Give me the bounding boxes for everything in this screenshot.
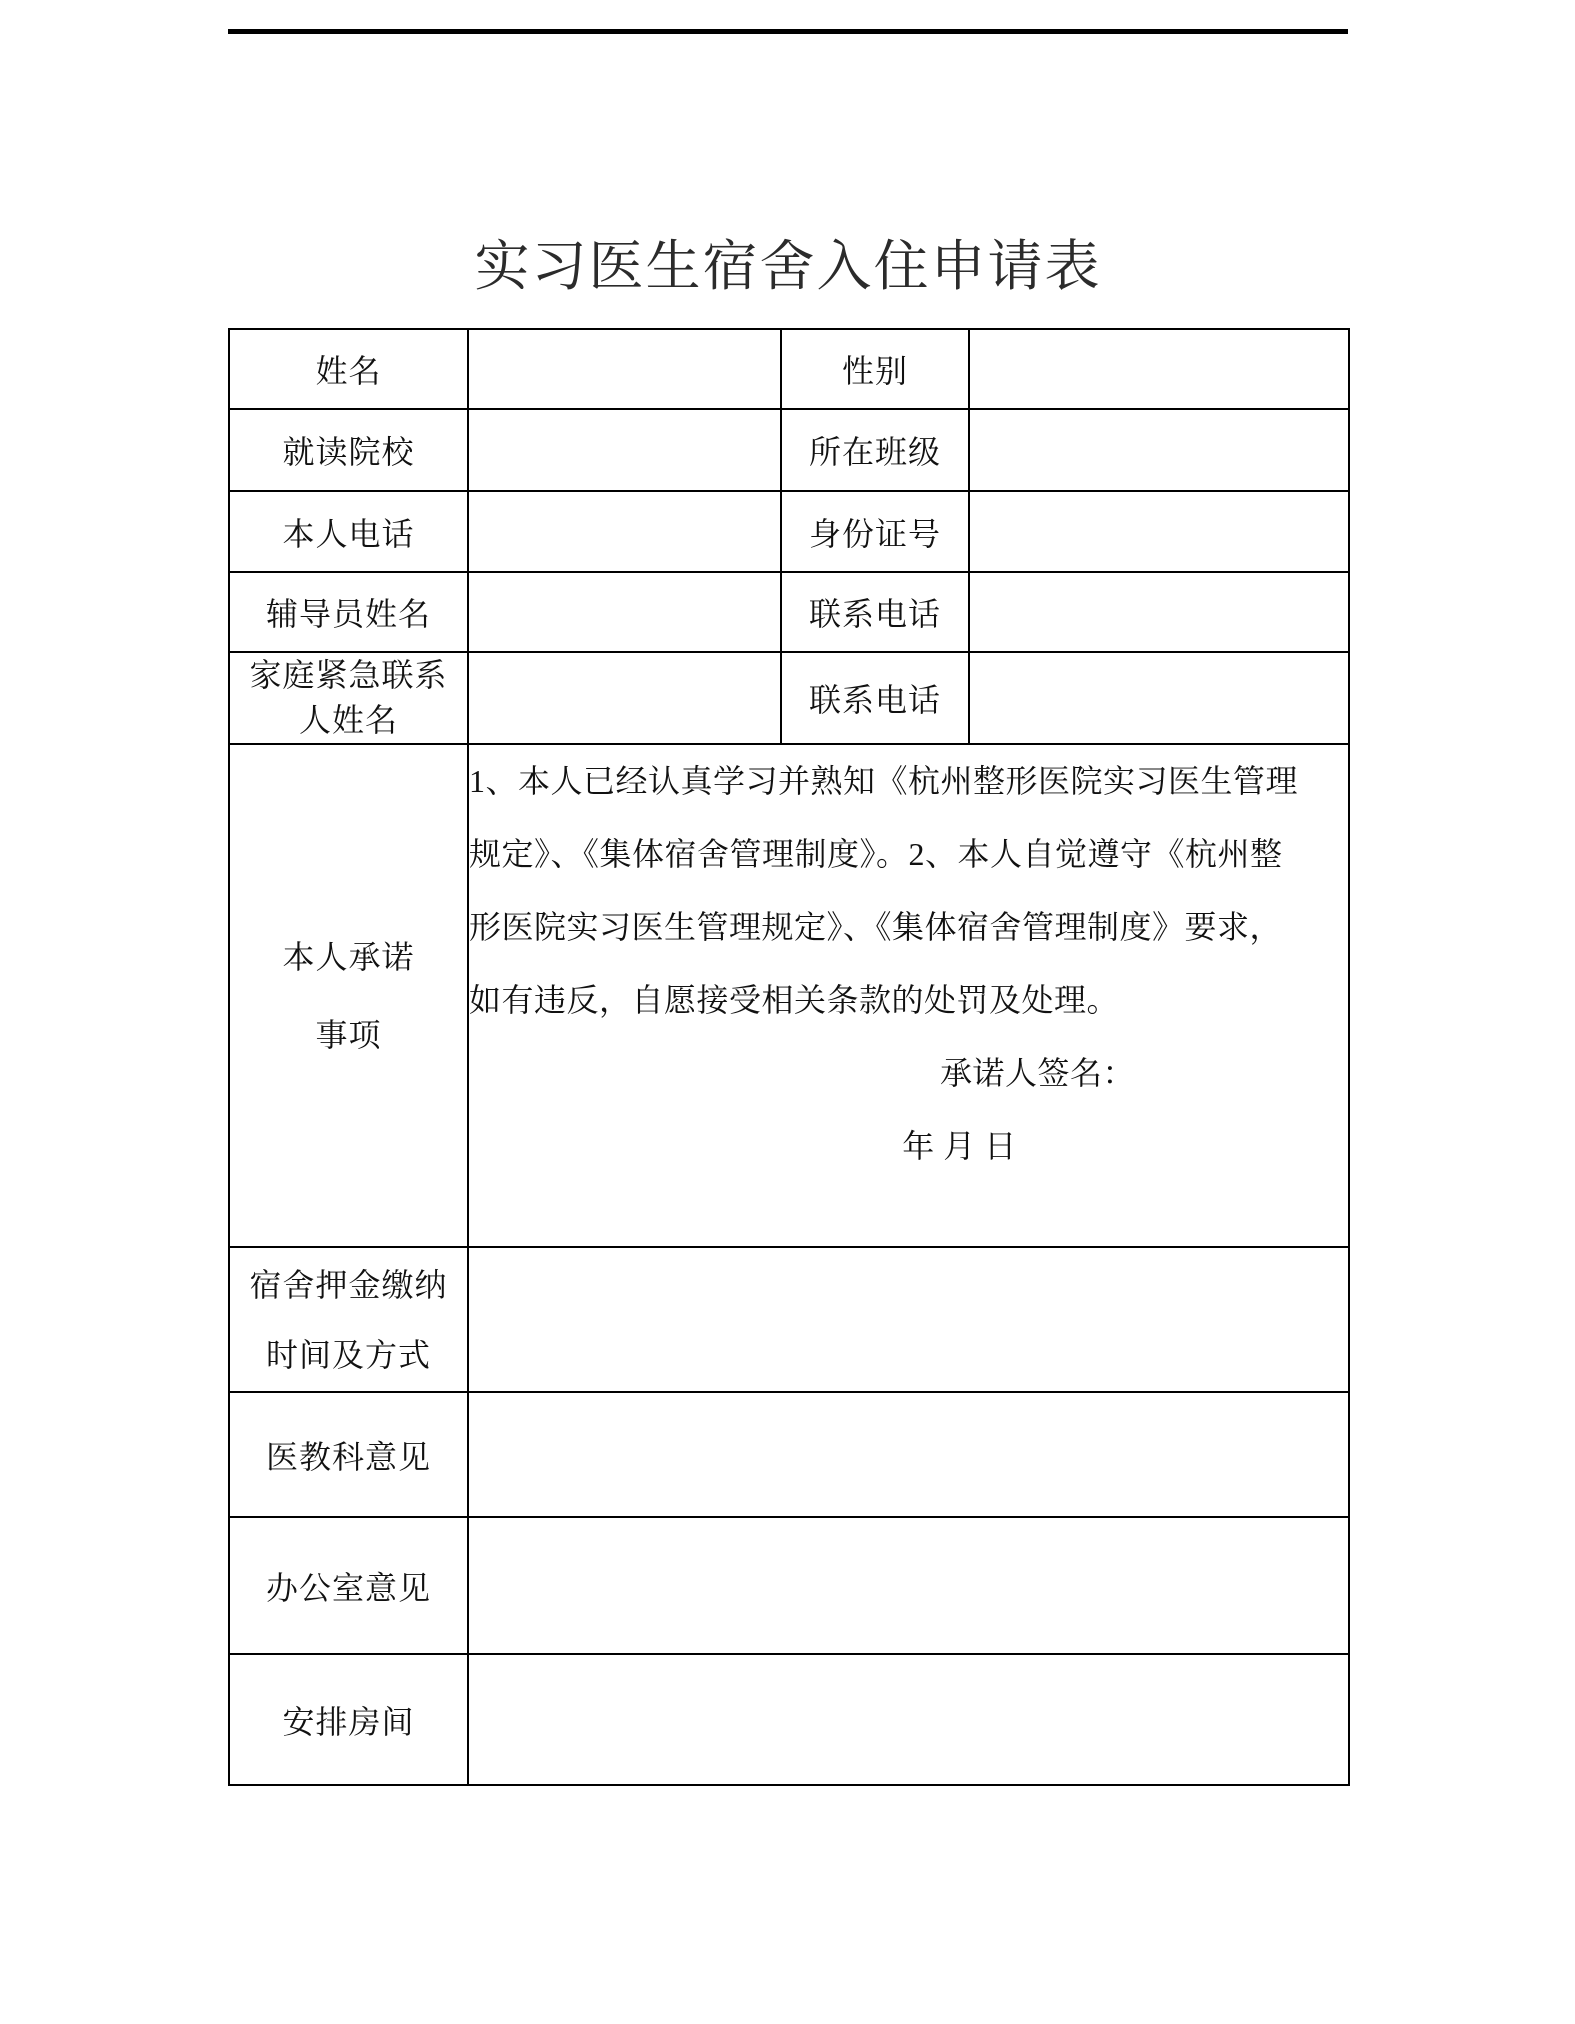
application-form-table (228, 328, 1350, 1786)
label-phone: 本人电话 (229, 491, 468, 572)
label-emergency-contact-line1: 家庭紧急联系 (249, 657, 448, 693)
value-deposit (468, 1247, 1349, 1392)
label-counselor-phone: 联系电话 (781, 572, 969, 652)
header-rule (228, 29, 1348, 34)
label-promise (229, 744, 468, 1247)
label-medical-dept-opinion: 医教科意见 (229, 1392, 468, 1517)
label-office-opinion: 办公室意见 (229, 1517, 468, 1654)
row-emergency-contact (229, 652, 1349, 744)
value-name (468, 329, 781, 409)
value-counselor-phone (969, 572, 1349, 652)
value-office-opinion (468, 1517, 1349, 1654)
label-id-number: 身份证号 (781, 491, 969, 572)
value-counselor-name (468, 572, 781, 652)
promise-text-line3: 形医院实习医生管理规定》、《集体宿舍管理制度》要求， (469, 909, 1283, 945)
value-emergency-phone (969, 652, 1349, 744)
value-phone (468, 491, 781, 572)
row-office-opinion (229, 1517, 1349, 1654)
label-emergency-phone: 联系电话 (781, 652, 969, 744)
label-deposit-line1: 宿舍押金缴纳 (249, 1266, 448, 1303)
row-school-class (229, 409, 1349, 491)
label-deposit (229, 1247, 468, 1392)
promise-text-line4: 如有违反，自愿接受相关条款的处罚及处理。 (469, 982, 1120, 1018)
value-school (468, 409, 781, 491)
promise-signature-label: 承诺人签名： (939, 1055, 1135, 1091)
label-room-assignment: 安排房间 (229, 1654, 468, 1785)
label-emergency-contact (229, 652, 468, 744)
value-room-assignment (468, 1654, 1349, 1785)
promise-text-line1: 1、本人已经认真学习并熟知《杭州整形医院实习医生管理 (469, 763, 1299, 799)
page-title: 实习医生宿舍入住申请表 (474, 235, 1102, 297)
label-name: 姓名 (229, 329, 468, 409)
value-emergency-contact (468, 652, 781, 744)
label-promise-line1: 本人承诺 (282, 938, 415, 975)
row-counselor (229, 572, 1349, 652)
label-emergency-contact-line2: 人姓名 (298, 702, 398, 738)
value-gender (969, 329, 1349, 409)
row-promise (229, 744, 1349, 1247)
value-medical-dept-opinion (468, 1392, 1349, 1517)
value-id-number (969, 491, 1349, 572)
row-phone-id (229, 491, 1349, 572)
value-class (969, 409, 1349, 491)
row-medical-dept-opinion (229, 1392, 1349, 1517)
promise-content (468, 744, 1349, 1247)
row-deposit (229, 1247, 1349, 1392)
label-promise-line2: 事项 (315, 1016, 382, 1053)
row-name-gender (229, 329, 1349, 409)
label-school: 就读院校 (229, 409, 468, 491)
label-deposit-line2: 时间及方式 (265, 1336, 431, 1373)
promise-text-line2: 规定》、《集体宿舍管理制度》。2、本人自觉遵守《杭州整 (469, 836, 1283, 872)
promise-date-label: 年 月 日 (902, 1128, 1017, 1164)
row-room-assignment (229, 1654, 1349, 1785)
label-counselor-name: 辅导员姓名 (229, 572, 468, 652)
label-gender: 性别 (781, 329, 969, 409)
label-class: 所在班级 (781, 409, 969, 491)
